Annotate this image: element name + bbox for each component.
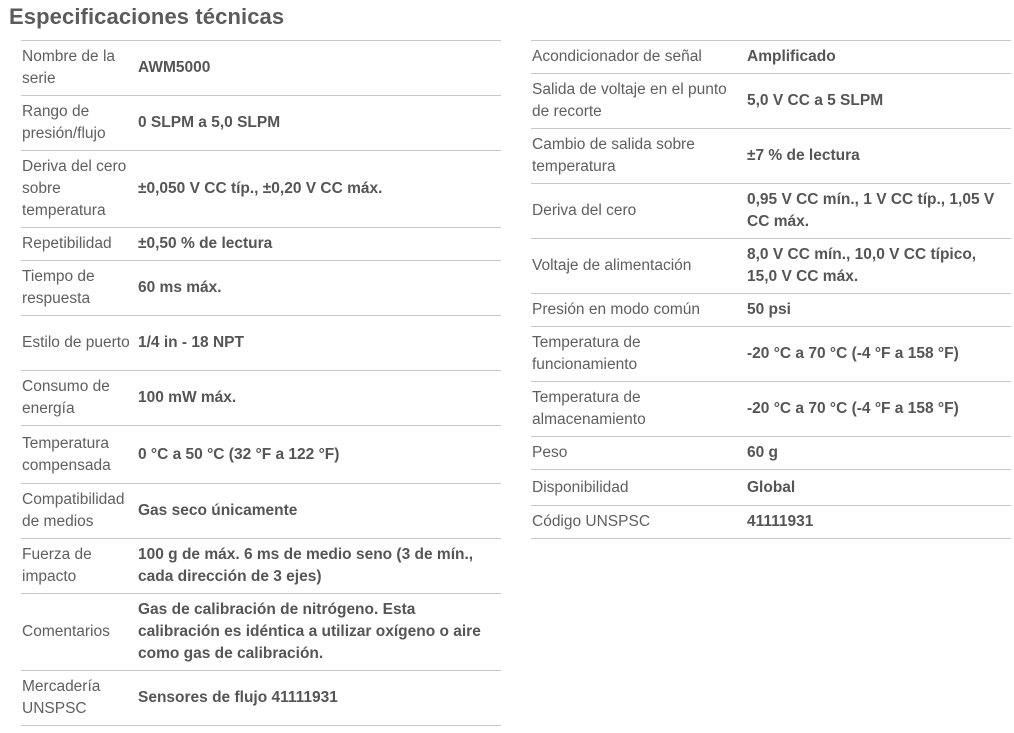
spec-value: 60 ms máx.: [138, 279, 222, 296]
spec-row: [21, 594, 501, 671]
spec-row: [21, 96, 501, 151]
spec-label: Voltaje de alimentación: [532, 257, 692, 274]
spec-label: Temperatura de funcionamiento: [532, 334, 641, 373]
spec-row: [21, 426, 501, 484]
spec-row: [531, 437, 1011, 470]
spec-label: Acondicionador de señal: [532, 48, 702, 65]
spec-value: 5,0 V CC a 5 SLPM: [747, 92, 884, 109]
specs-table-right: [531, 40, 1011, 539]
spec-label: Rango de presión/flujo: [22, 103, 106, 142]
spec-row: [531, 129, 1011, 184]
page-title: Especificaciones técnicas: [9, 4, 285, 29]
spec-label: Repetibilidad: [22, 235, 112, 252]
spec-label: Fuerza de impacto: [22, 546, 92, 585]
spec-value: ±0,50 % de lectura: [138, 235, 273, 252]
spec-row: [21, 41, 501, 96]
spec-value: 100 g de máx. 6 ms de medio seno (3 de mín., cada dirección de 3 ejes): [138, 546, 474, 585]
spec-value: 0,95 V CC mín., 1 V CC típ., 1,05 V CC máx.: [747, 191, 995, 230]
spec-row: [531, 327, 1011, 382]
spec-value: 60 g: [747, 444, 779, 461]
spec-value: 1/4 in - 18 NPT: [138, 334, 244, 351]
spec-label: Estilo de puerto: [22, 334, 130, 351]
spec-row: [531, 294, 1011, 327]
spec-value: 50 psi: [747, 301, 791, 318]
spec-row: [531, 41, 1011, 74]
spec-value: Gas seco únicamente: [138, 502, 298, 519]
spec-label: Deriva del cero sobre temperatura: [22, 158, 127, 219]
spec-row: [21, 671, 501, 726]
spec-row: [531, 74, 1011, 129]
spec-label: Deriva del cero: [532, 202, 637, 219]
spec-label: Mercadería UNSPSC: [22, 678, 101, 717]
spec-value: 100 mW máx.: [138, 389, 237, 406]
spec-row: [21, 484, 501, 539]
spec-row: [531, 506, 1011, 539]
spec-row: [21, 371, 501, 426]
spec-row: [21, 539, 501, 594]
spec-label: Peso: [532, 444, 568, 461]
spec-value: AWM5000: [138, 59, 211, 76]
spec-label: Comentarios: [22, 623, 110, 640]
spec-row: [531, 470, 1011, 506]
spec-label: Disponibilidad: [532, 478, 629, 496]
spec-row: [531, 382, 1011, 437]
spec-value: ±7 % de lectura: [747, 147, 860, 164]
spec-label: Código UNSPSC: [532, 513, 651, 530]
spec-row: [21, 151, 501, 228]
spec-label: Compatibilidad de medios: [22, 491, 125, 530]
spec-value: Gas de calibración de nitrógeno. Esta calibración es idéntica a utilizar oxígeno o aire como gas de calibración.: [138, 601, 481, 662]
spec-label: Nombre de la serie: [22, 48, 116, 87]
spec-value: 8,0 V CC mín., 10,0 V CC típico, 15,0 V CC máx.: [747, 246, 977, 285]
spec-value: 0 SLPM a 5,0 SLPM: [138, 114, 281, 131]
spec-value: Global: [747, 478, 796, 496]
spec-label: Tiempo de respuesta: [22, 268, 95, 307]
spec-row: [21, 261, 501, 316]
spec-label: Consumo de energía: [22, 378, 110, 417]
spec-label: Temperatura compensada: [22, 434, 111, 474]
spec-value: -20 °C a 70 °C (-4 °F a 158 °F): [747, 345, 959, 362]
spec-value: ±0,050 V CC típ., ±0,20 V CC máx.: [138, 180, 383, 197]
spec-value: Sensores de flujo 41111931: [138, 689, 338, 706]
spec-value: -20 °C a 70 °C (-4 °F a 158 °F): [747, 400, 959, 417]
spec-row: [21, 228, 501, 261]
spec-label: Salida de voltaje en el punto de recorte: [532, 81, 727, 120]
spec-label: Cambio de salida sobre temperatura: [532, 136, 695, 175]
spec-row: [531, 239, 1011, 294]
spec-label: Temperatura de almacenamiento: [532, 389, 646, 428]
spec-label: Presión en modo común: [532, 301, 701, 318]
spec-row: [21, 316, 501, 371]
spec-value: 41111931: [747, 513, 814, 530]
spec-value: 0 °C a 50 °C (32 °F a 122 °F): [138, 445, 340, 463]
spec-row: [531, 184, 1011, 239]
spec-value: Amplificado: [747, 48, 836, 65]
specs-table-left: [21, 40, 501, 726]
